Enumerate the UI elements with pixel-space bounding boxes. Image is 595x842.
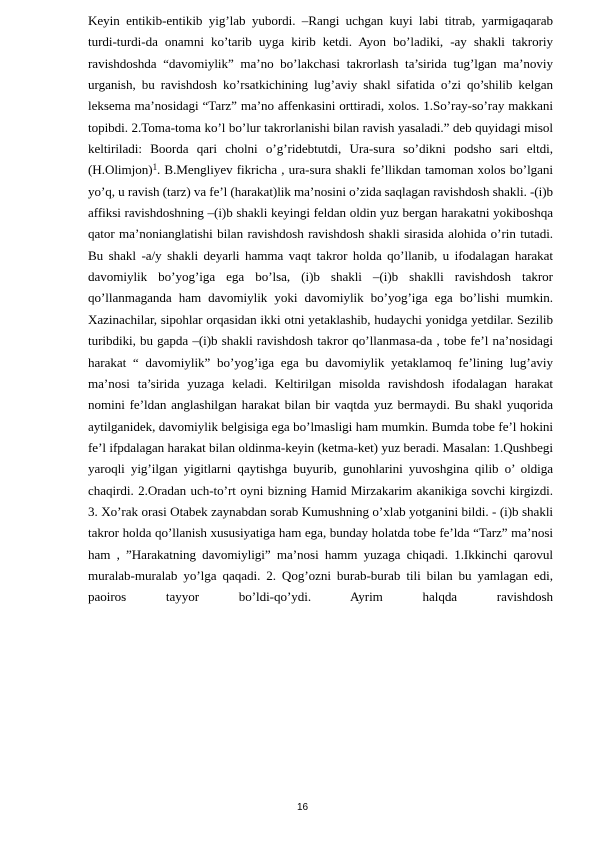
document-page xyxy=(88,10,553,608)
body-paragraph xyxy=(88,10,553,608)
page-number: 16 xyxy=(296,802,309,813)
paragraph-text-part-2: . B.Mengliyev fikricha , ura-sura shakli fe’llikdan tamoman xolos bo’lgani yo’q, u ravish (tarz) va fe’l (harakat)lik ma’nosini o’zida saqlagan ravishdosh shakli. -(i)b affiksi ravishdoshning –(i)b shakli keyingi feldan oldin yuz bergan harakatni yokiboshqa qator ma’nonianglatishi bilan ravishdosh ravishdosh shakli sirasida alohida o’rin tutadi. Bu shakl -a/y shakli deyarli hamma vaqt takror holda qo’llanib, u ifodalagan harakat davomiylik bo’yog’iga ega bo’lsa, (i)b shakli –(i)b shaklli ravishdosh takror qo’llanmaganda ham davomiylik yoki davomiylik bo’yog’iga ega bo’lishi mumkin. Xazinachilar, sipohlar orqasidan ikki otni yetaklashib, hudaychi yonidga yetdilar. Sezilib turibdiki, bu gapda –(i)b shakli ravishdosh takror qo’llanmasa-da , tobe fe’l na’nosidagi harakat “ davomiylik” bo’yog’iga ega bu davomiylik yetaklamoq fe’lining lug’aviy ma’nosi ta’sirida yuzaga keladi. Keltirilgan misolda ravishdosh ifodalagan harakat nomini fe’ldan anglashilgan harakat bilan bir vaqtda yuz bermaydi. Bu shakl yuqorida aytilganidek, davomiylik belgisiga ega bo’lmasligi ham mumkin. Bumda tobe fe’l hokini fe’l ifpdalagan harakat bilan oldinma-keyin (ketma-ket) yuz beradi. Masalan: 1.Qushbegi yaroqli yig’ilgan yigitlarni qaytishga buyurib, gunohlarini yuvoshgina qilib o’ oldiga chaqirdi. 2.Oradan uch-to’rt oyni bizning Hamid Mirzakarim akanikiga sovchi kirgizdi. 3. Xo’rak orasi Otabek zaynabdan sorab Kumushning o’xlab yotganini bildi. - (i)b shakli takror holda qo’llanish xususiyatiga ham ega, bunday holatda tobe fe’lda “Tarz” ma’nosi ham , ”Harakatning davomiyligi” ma’nosi hamm yuzaga chiqadi. 1.Ikkinchi qarovul muralab-muralab yo’lga qaqadi. 2. Qog’ozni burab-burab tili bilan bu yamlagan edi, paoiros tayyor bo’ldi-qo’ydi. Ayrim halqda ravishdosh xyxy=(88,162,553,605)
paragraph-text-part-1: Keyin entikib-entikib yig’lab yubordi. –Rangi uchgan kuyi labi titrab, yarmigaqarab turdi-turdi-da onamni ko’tarib uyga kirib ketdi. Ayon bo’ladiki, -ay shakli takroriy ravishdoshda “davomiylik” ma’no bo’lakchasi takrorlash ta’sirida tug’lgan ma’noviy urganish, bu ravishdosh ko’rsatkichining lug’aviy shakl sifatida o’zi qo’shilib kelgan leksema ma’nosidagi “Tarz” ma’no affenkasini orttiradi, xolos. 1.So’ray-so’ray makkani topibdi. 2.Toma-toma ko’l bo’lur takrorlanishi bilan ravish yasaladi.” deb quyidagi misol keltiriladi: Boorda qari cholni o’g’ridebtutdi, Ura-sura so’dikni podsho sari eltdi, (H.Olimjon) xyxy=(88,13,553,178)
footnote-reference[interactable]: 1 xyxy=(152,162,158,173)
